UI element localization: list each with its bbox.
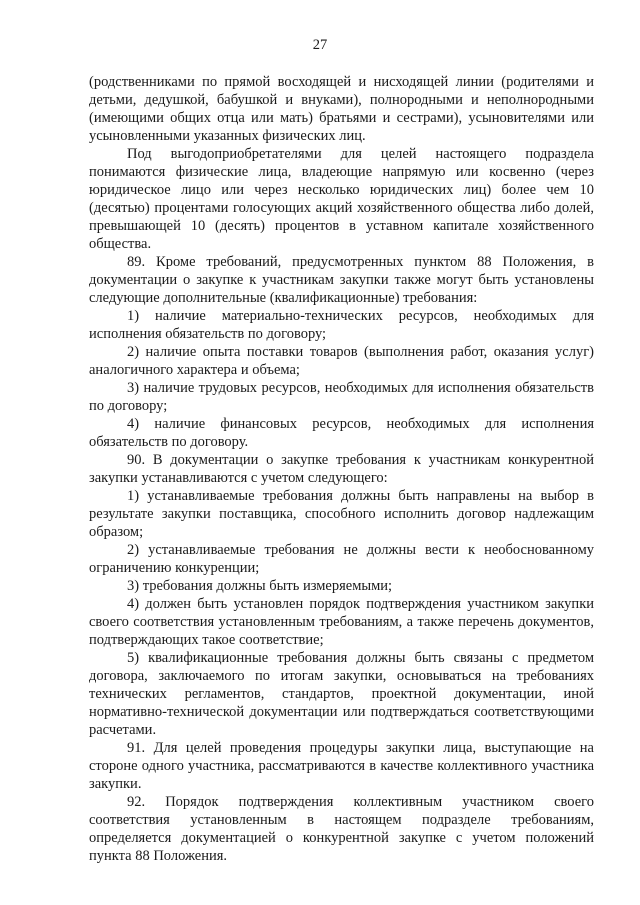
paragraph-continuation: (родственниками по прямой восходящей и нисходящей линии (родителями и детьми, дедушкой, бабушкой и внуками), полнородными и неполнородными (имеющими общих отца или мать) братьями и сестрами), усыновителями или усыновленными указанных физических лиц. xyxy=(89,74,594,144)
paragraph-90-item-5: 5) квалификационные требования должны быть связаны с предметом договора, заключаемого по итогам закупки, основываться на требованиях технических регламентов, стандартов, проектной документации, иной нормативно-технической документации или подтверждаться соответствующими расчетами. xyxy=(89,650,594,738)
paragraph-90-item-3: 3) требования должны быть измеряемыми; xyxy=(127,578,393,594)
paragraph-90-item-2: 2) устанавливаемые требования не должны вести к необоснованному ограничению конкуренции; xyxy=(89,542,594,576)
page-number: 27 xyxy=(312,37,328,53)
paragraph-89-item-1: 1) наличие материально-технических ресурсов, необходимых для исполнения обязательств по договору; xyxy=(89,308,594,342)
document-body xyxy=(89,73,594,865)
paragraph-91: 91. Для целей проведения процедуры закупки лица, выступающие на стороне одного участника, рассматриваются в качестве коллективного участника закупки. xyxy=(89,740,594,792)
paragraph-89: 89. Кроме требований, предусмотренных пунктом 88 Положения, в документации о закупке к участникам закупки также могут быть установлены следующие дополнительные (квалификационные) требования: xyxy=(89,254,594,306)
paragraph-89-item-2: 2) наличие опыта поставки товаров (выполнения работ, оказания услуг) аналогичного характера и объема; xyxy=(89,344,594,378)
paragraph-89-item-3: 3) наличие трудовых ресурсов, необходимых для исполнения обязательств по договору; xyxy=(89,380,594,414)
paragraph-90-item-4: 4) должен быть установлен порядок подтверждения участником закупки своего соответствия установленным требованиям, а также перечень документов, подтверждающих такое соответствие; xyxy=(89,596,594,648)
paragraph-beneficiaries-definition: Под выгодоприобретателями для целей настоящего подраздела понимаются физические лица, владеющие напрямую или косвенно (через юридическое лицо или через несколько юридических лиц) более чем 10 (десятью) процентами голосующих акций хозяйственного общества либо долей, превышающей 10 (десять) процентов в уставном капитале хозяйственного общества. xyxy=(89,146,594,252)
paragraph-90-item-1: 1) устанавливаемые требования должны быть направлены на выбор в результате закупки поставщика, способного исполнить договор надлежащим образом; xyxy=(89,488,594,540)
paragraph-89-item-4: 4) наличие финансовых ресурсов, необходимых для исполнения обязательств по договору. xyxy=(89,416,594,450)
paragraph-90: 90. В документации о закупке требования к участникам конкурентной закупки устанавливаются с учетом следующего: xyxy=(89,452,594,486)
paragraph-92: 92. Порядок подтверждения коллективным участником своего соответствия установленным в настоящем подразделе требованиям, определяется документацией о конкурентной закупке с учетом положений пункта 88 Положения. xyxy=(89,794,594,864)
